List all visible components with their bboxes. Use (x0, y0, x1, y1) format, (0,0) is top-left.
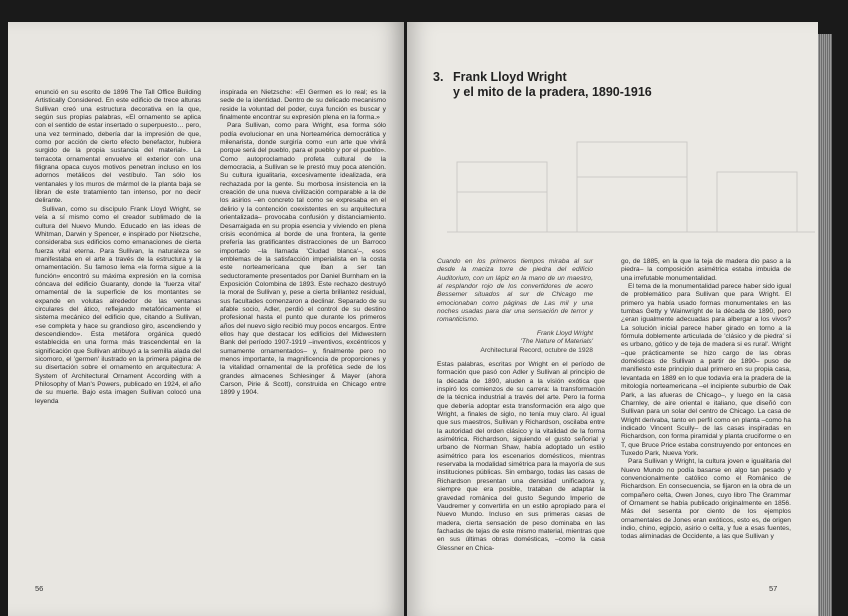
paragraph: go, de 1885, en la que la teja de madera dio paso a la piedra– la composición asimétrica estaba imbuida de una irrefutable monumentalidad. (621, 258, 791, 282)
page-number-right: 57 (769, 584, 778, 593)
epigraph-citation: Architectural Record, octubre de 1928 (480, 346, 593, 354)
chapter-number: 3. (433, 70, 444, 84)
epigraph-work: 'The Nature of Materials' (520, 338, 593, 346)
epigraph: Cuando en los primeros tiempos miraba al sur desde la maciza torre de piedra del edificio Auditorium, con un lápiz en la mano de un maestro, al resplandor rojo de los convertidores de acero Bessemer situados al sur de Chicago me emocionaban como páginas de Las mil y una noches usadas para dar una sensación de terror y romanticismo. (437, 258, 593, 324)
paragraph: Para Sullivan, como para Wright, esa forma sólo podía evolucionar en una Norteamérica democrática y milenarista, donde surgiría como «un arte que vivirá porque será del pueblo, para el pueblo y por el pueblo». Como autoproclamado profeta cultural de la democracia, a Sullivan se le prestó muy poca atención. Su cultura igualitaria, excesivamente idealizada, era rechazada por la gente. Su morbosa insistencia en la creación de una nueva civilización comparable a la de los asirios –en concreto tal como se expresaba en el delirio y la contención coexistentes en su arquitectura orientalizada– provocaba confusión y distanciamiento. Desarraigada en su propia esencia y viviendo en plena crisis económica al borde de una frontera, la gente prefería las gratificantes distracciones de un Barroco importado –la llamada 'Ciudad blanca'–, esos emblemas de la satisfacción imperialista en la costa este norteamericana que iban a ser tan seductoramente presentados por Daniel Burnham en la Exposición Colombina de 1893. Este rechazo destruyó la moral de Sullivan y, pese a cierta brillantez residual, sus facultades comenzaron a declinar. Separado de su afable socio, Adler, perdió el control de su destino profesional hasta el punto que durante los primeros años del nuevo siglo recibió muy pocos encargos. Entre ellos hay que destacar los edificios del Midwestern Bank del período 1907-1919 –inventivos, excéntricos y sumamente ornamentados– y, finalmente pero no menos importante, la magnificencia de proporciones y la vitalidad ornamental de la profética sede de los grandes almacenes Schlesinger & Mayer (ahora Carson, Pirie & Scott), construida en Chicago entre 1899 y 1904. (220, 122, 386, 397)
chapter-title-line-2: y el mito de la pradera, 1890-1916 (453, 85, 652, 99)
book-page-edges (818, 34, 832, 616)
paragraph: Para Sullivan y Wright, la cultura joven e igualitaria del Nuevo Mundo no podía basarse en algo tan pesado y convencionalmente católico como el Románico de Richardson. En consecuencia, se fijaron en la obra de un compañero celta, Owen Jones, cuyo libro The Grammar of Ornament se había publicado originalmente en 1856. Más del sesenta por ciento de los ejemplos ornamentales de Jones eran exóticos, esto es, de origen indio, chino, egipcio, asirio o celta, y fue a esas fuentes, todas aliminadas de Occidente, a las que Sullivan y (621, 458, 791, 541)
paragraph: El tema de la monumentalidad parece haber sido igual de problemático para Sullivan que para Wright. El primero ya había usado formas monumentales en las tumbas Getty y Wainwright de la década de 1890, pero ¿eran igualmente adecuadas para albergar a los vivos? La solución inicial parece haber girado en torno a la fórmula doblemente articulada de 'clásico y de piedra' si es urbano, gótico y de teja de madera si es rural'. Wright –que prácticamente se hizo cargo de las obras domésticas de Sullivan a partir de 1890– puso de manifiesto este principio dual primero en su propia casa, levantada en 1889 en lo que todavía era la pradera de la mitología norteamericana –el incipiente suburbio de Oak Park, a las afueras de Chicago–, y luego en la casa Charnley, de aire oriental e italiano, que diseñó con Sullivan para un solar del centro de Chicago. La casa de Wright derivaba, tanto en perfil como en planta –como ha indicado Vincent Scully– de las casas inspiradas en Richardson, con forma piramidal y planta cruciforme o en T, que Bruce Price estaba construyendo por entonces en Tuxedo Park, Nueva York. (621, 283, 791, 457)
epigraph-author: Frank Lloyd Wright (536, 330, 593, 337)
right-column-1 (437, 361, 605, 553)
chapter-title-line-1: Frank Lloyd Wright (453, 70, 567, 84)
right-page (407, 22, 818, 616)
paragraph: inspirada en Nietzsche: «El Germen es lo real; es la sede de la identidad. Dentro de su delicado mecanismo reside la voluntad del poder, cuya función es buscar y finalmente encontrar su expresión plena en la forma.» (220, 89, 386, 122)
left-column-1 (35, 89, 201, 406)
faint-show-through-illustration (447, 122, 815, 250)
paragraph: Estas palabras, escritas por Wright en el período de formación que pasó con Adler y Sullivan al principio de la década de 1890, aluden a la visión exótica que inspiró los comienzos de su carrera: la transformación de la técnica industrial a través del arte. Pero la forma que debería adoptar esta transformación era algo que Wright, a finales de siglo, no tenía muy claro. Al igual que sus maestros, Sullivan y Richardson, oscilaba entre la autoridad del orden clásico y la vitalidad de la forma asimétrica. Richardson, siguiendo el gusto señorial y urbano de Norman Shaw, había adoptado un estilo asimétrico para los escenarios domésticos, mientras reservaba la modalidad simétrica para la mayoría de sus instituciones públicas. Sin embargo, todas las casas de Richardson presentan una densidad unificadora y, siempre que era posible, trataban de adaptar la gravedad románica del gusto Segundo Imperio de Vaudremer y convertirla en un estilo apropiado para el Nuevo Mundo. Incluso en sus primeras casas de madera, cierta sensación de peso dominaba en las fachadas de tejas de este mismo material, mientras que en sus últimas obras domésticas, –como la casa Glessner en Chica- (437, 361, 606, 552)
page-number-left: 56 (35, 584, 44, 593)
epigraph-source (437, 330, 593, 355)
right-column-2 (621, 258, 791, 542)
left-column-2 (220, 89, 386, 398)
paragraph: enunció en su escrito de 1896 The Tall Office Building Artistically Considered. En este edificio de trece alturas Sullivan creó una estructura decorativa en la que, según sus propias palabras, «El ornamento se aplica con el sentido de estar insertado o superpuesto… pero, una vez terminado, debería dar la impresión de que, como por acción de cierto efecto benefactor, hubiera surgido de la propia sustancia del material». La terracota ornamental envuelve el exterior con una filigrana opaca cuyos motivos penetran incluso en los adornos metálicos del vestíbulo. Tan sólo los ventanales y los muros de mármol de la planta baja se libran de este tratamiento tan intenso, por no decir delirante. (35, 89, 201, 205)
chapter-title (433, 70, 652, 100)
paragraph: Sullivan, como su discípulo Frank Lloyd Wright, se veía a sí mismo como el creador sublimado de la cultura del Nuevo Mundo. Educado en las ideas de Whitman, Darwin y Spencer, e inspirado por Nietzsche, consideraba sus edificios como emanaciones de cierta fuerza vital eterna. Para Sullivan, la naturaleza se manifestaba en el arte a través de la estructura y la ornamentación. Su famoso lema «la forma sigue a la función» encontró su máxima expresión en la cornisa cóncava del edificio Guaranty, donde la 'fuerza vital' ornamental de la superficie de los montantes se expande en volutas alrededor de las ventanas circulares del ático, reflejando metafóricamente el sistema mecánico del edificio que, citando a Sullivan, «se completa y hace su grandioso giro, ascendiendo y descendiendo». Esta metáfora orgánica quedó establecida en una forma más trascendental en la significación que Sullivan atribuyó a la semilla alada del sicomoro, el 'germen' ilustrado en la primera página de su disertación sobre el ornamento en arquitectura: A System of Architectural Ornament According with a Philosophy of Man's Powers, publicado en 1924, el año de su muerte. Bajo esta imagen Sullivan colocó una leyenda (35, 205, 201, 405)
left-page (8, 22, 404, 616)
